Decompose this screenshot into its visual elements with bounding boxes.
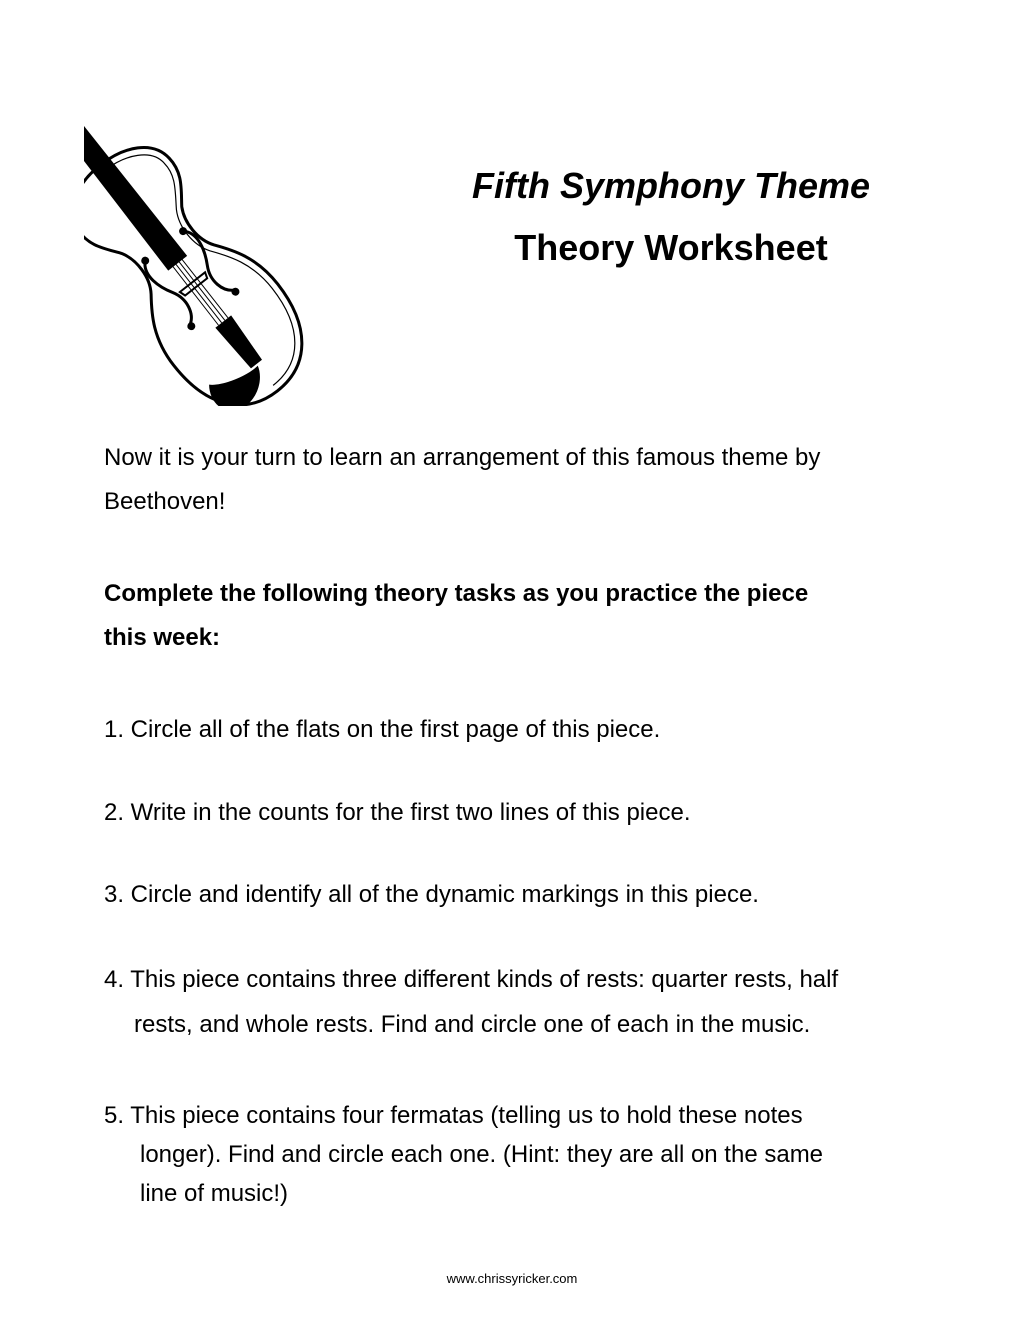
task-item-5	[104, 1096, 964, 1213]
page-subtitle: Theory Worksheet	[514, 227, 828, 268]
task-text: 1. Circle all of the flats on the first page of this piece.	[104, 716, 661, 743]
task-text: 3. Circle and identify all of the dynamic markings in this piece.	[104, 881, 759, 908]
task-text-continued: longer). Find and circle each one. (Hint: they are all on the same	[140, 1141, 824, 1168]
instructions-line: this week:	[104, 624, 221, 651]
intro-line: Beethoven!	[104, 488, 226, 515]
footer-url: www.chrissyricker.com	[446, 1271, 578, 1286]
task-item-2	[104, 795, 964, 831]
page-title: Fifth Symphony Theme	[471, 165, 871, 206]
task-item-3	[104, 877, 964, 913]
task-text: 4. This piece contains three different kinds of rests: quarter rests, half	[104, 966, 839, 993]
task-text: 2. Write in the counts for the first two lines of this piece.	[104, 799, 691, 826]
task-item-4	[104, 957, 964, 1047]
instructions-line: Complete the following theory tasks as you practice the piece	[104, 580, 809, 607]
task-text-continued: line of music!)	[140, 1180, 289, 1207]
task-text: 5. This piece contains four fermatas (telling us to hold these notes	[104, 1102, 803, 1129]
violin-icon	[84, 66, 420, 406]
task-text-continued: rests, and whole rests. Find and circle one of each in the music.	[134, 1011, 811, 1038]
intro-paragraph	[104, 436, 944, 524]
task-item-1	[104, 712, 964, 748]
intro-line: Now it is your turn to learn an arrangement of this famous theme by	[104, 444, 821, 471]
instructions-heading	[104, 572, 944, 660]
